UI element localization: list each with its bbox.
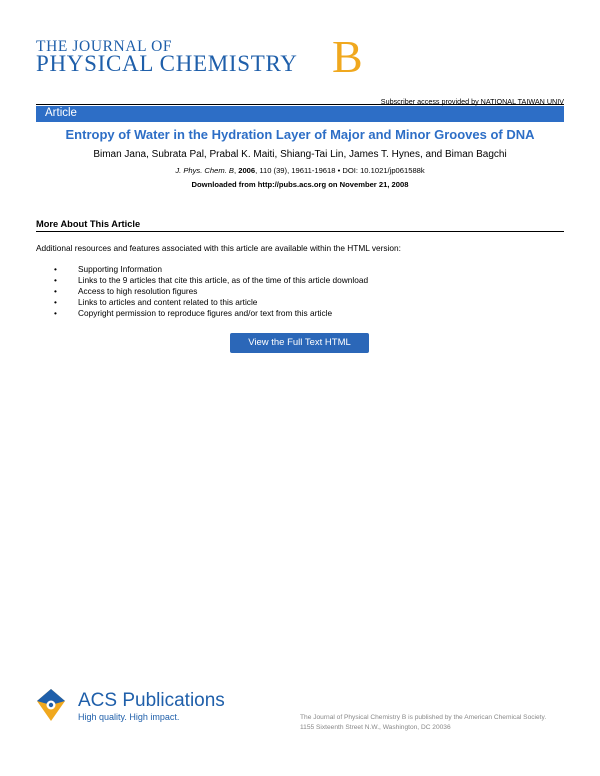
acs-logo-icon — [36, 688, 66, 722]
article-title[interactable]: Entropy of Water in the Hydration Layer of Major and Minor Grooves of DNA — [65, 127, 535, 142]
article-citation — [36, 166, 564, 175]
feature-copyright-permission: Copyright permission to reproduce figures and/or text from this article — [78, 308, 333, 318]
bullet: • — [54, 275, 57, 285]
subscriber-access-note: Subscriber access provided by NATIONAL TAIWAN UNIV — [380, 97, 564, 106]
journal-name-line1: THE JOURNAL OF — [36, 38, 173, 55]
feature-high-res-figures: Access to high resolution figures — [78, 286, 198, 296]
citation-separator: , — [233, 166, 239, 175]
bullet: • — [54, 286, 57, 296]
article-authors: Biman Jana, Subrata Pal, Prabal K. Maiti, Shiang-Tai Lin, James T. Hynes, and Biman Bagchi — [93, 149, 507, 160]
acs-tagline: High quality. High impact. — [78, 712, 180, 722]
feature-citing-articles: Links to the 9 articles that cite this article, as of the time of this article download — [78, 275, 369, 285]
download-note: Downloaded from http://pubs.acs.org on November 21, 2008 — [191, 180, 409, 189]
bullet: • — [54, 308, 57, 318]
more-about-divider — [36, 231, 564, 232]
citation-year: 2006 — [238, 166, 256, 175]
header-divider — [36, 104, 564, 105]
bullet: • — [54, 264, 57, 274]
view-full-text-button[interactable]: View the Full Text HTML — [230, 333, 369, 353]
article-type-bar — [36, 106, 564, 122]
publisher-note — [300, 713, 546, 733]
article-type-label: Article — [45, 107, 77, 119]
publisher-note-line2: 1155 Sixteenth Street N.W., Washington, DC 20036 — [300, 724, 451, 731]
journal-name-line2: PHYSICAL CHEMISTRY — [36, 51, 298, 76]
citation-journal: J. Phys. Chem. B — [175, 166, 234, 175]
more-about-heading: More About This Article — [36, 219, 141, 229]
acs-publications-name[interactable]: ACS Publications — [78, 690, 225, 711]
bullet: • — [54, 297, 57, 307]
resources-intro: Additional resources and features associated with this article are available within the HTML version: — [36, 243, 401, 253]
feature-supporting-information: Supporting Information — [78, 264, 162, 274]
citation-details: , 110 (39), 19611-19618 • DOI: 10.1021/jp061588k — [255, 166, 425, 175]
journal-logo — [36, 31, 376, 82]
publisher-note-line1: The Journal of Physical Chemistry B is published by the American Chemical Society. — [300, 714, 547, 721]
feature-related-content: Links to articles and content related to this article — [78, 297, 258, 307]
journal-section-letter: B — [332, 31, 363, 82]
